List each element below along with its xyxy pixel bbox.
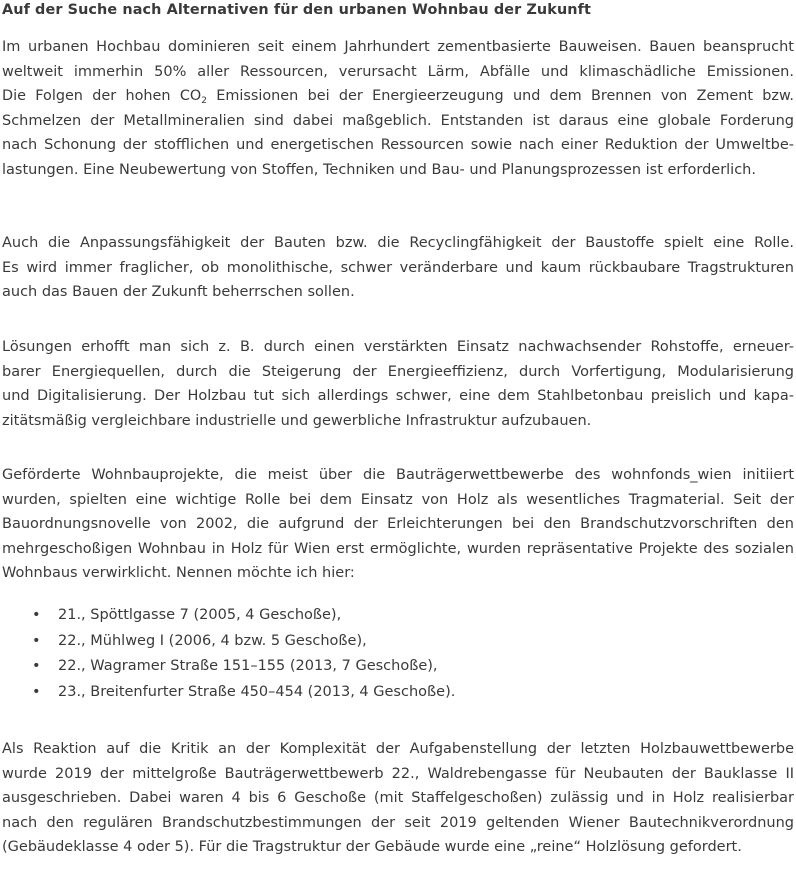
paragraph-5-line-4: nach den regulären Brandschutzbestimmungen der seit 2019 geltenden Wiener Bautechnikverordnung (2, 814, 794, 831)
bullet-icon: • (32, 632, 41, 649)
bullet-icon: • (32, 658, 41, 674)
paragraph-3 (2, 335, 794, 433)
bullet-icon: • (32, 683, 41, 700)
paragraph-5 (2, 737, 794, 860)
paragraph-4 (2, 463, 794, 586)
paragraph-1-line-6: lastungen. Eine Neubewertung von Stoffen, Techniken und Bau- und Planungsprozessen ist erforderlich. (2, 161, 756, 178)
co2-text: Die Folgen der hohen CO (2, 88, 202, 104)
bullet-icon: • (32, 607, 41, 623)
project-list (0, 603, 455, 705)
list-item-text: 23., Breitenfurter Straße 450–454 (2013, 4 Geschoße). (58, 683, 456, 700)
list-item (0, 654, 455, 680)
list-item-text: 22., Mühlweg I (2006, 4 bzw. 5 Geschoße), (58, 632, 367, 649)
paragraph-5-line-2: wurde 2019 der mittelgroße Bauträgerwettbewerb 22., Waldrebengasse für Neubauten der Bauklasse II (2, 765, 794, 782)
list-item-text: 21., Spöttlgasse 7 (2005, 4 Geschoße), (58, 607, 342, 623)
paragraph-2-line-1: Auch die Anpassungsfähigkeit der Bauten bzw. die Recyclingfähigkeit der Baustoffe spielt eine Rolle. (2, 235, 794, 251)
paragraph-3-line-4: zitätsmäßig vergleichbare industrielle und gewerbliche Infrastruktur aufzubauen. (2, 412, 592, 429)
paragraph-5-line-3: ausgeschrieben. Dabei waren 4 bis 6 Geschoße (mit Staffelgeschoßen) zulässig und in Holz realisierbar (2, 790, 794, 806)
co2-subscript: 2 (201, 96, 207, 106)
paragraph-5-line-1: Als Reaktion auf die Kritik an der Komplexität der Aufgabenstellung der letzten Holzbauwettbewerbe (2, 741, 794, 757)
paragraph-2-line-3: auch das Bauen der Zukunft beherrschen sollen. (2, 284, 355, 300)
paragraph-3-line-3: und Digitalisierung. Der Holzbau tut sich allerdings schwer, eine dem Stahlbetonbau preislich und kapa- (2, 388, 794, 404)
paragraph-1-line-2: weltweit immerhin 50% aller Ressourcen, verursacht Lärm, Abfälle und klimaschädliche Emissionen. (2, 63, 794, 80)
list-item (0, 680, 455, 706)
paragraph-2 (2, 231, 794, 305)
paragraph-2-line-2: Es wird immer fraglicher, ob monolithische, schwer veränderbare und kaum rückbaubare Tragstrukturen (2, 259, 794, 276)
paragraph-1-line-3-rest: Emissionen bei der Energieerzeugung und dem Brennen von Zement bzw. (206, 88, 794, 104)
paragraph-4-line-4: mehrgeschoßigen Wohnbau in Holz für Wien erst ermöglichte, wurden repräsentative Projekte des sozialen (2, 540, 794, 557)
paragraph-4-line-5: Wohnbaus verwirklicht. Nennen möchte ich hier: (2, 565, 355, 581)
list-item (0, 603, 455, 629)
paragraph-1-line-4: Schmelzen der Metallmineralien sind dabei maßgeblich. Entstanden ist daraus eine globale Forderung (2, 112, 794, 129)
list-item-text: 22., Wagramer Straße 151–155 (2013, 7 Geschoße), (58, 658, 438, 674)
paragraph-1 (2, 35, 794, 182)
list-item (0, 629, 455, 655)
paragraph-1-line-1: Im urbanen Hochbau dominieren seit einem Jahrhundert zementbasierte Bauweisen. Bauen beansprucht (2, 39, 794, 55)
paragraph-4-line-3: Bauordnungsnovelle von 2002, die aufgrund der Erleichterungen bei den Brandschutzvorschriften den (2, 516, 794, 532)
paragraph-1-line-3 (2, 84, 794, 109)
paragraph-3-line-2: barer Energiequellen, durch die Steigerung der Energieeffizienz, durch Vorfertigung, Modularisierung (2, 363, 794, 380)
paragraph-4-line-2: wurden, spielten eine wichtige Rolle bei dem Einsatz von Holz als wesentliches Tragmaterial. Seit der (2, 491, 794, 508)
paragraph-1-line-5: nach Schonung der stofflichen und energetischen Ressourcen sowie nach einer Reduktion der Umweltbe- (2, 137, 794, 153)
paragraph-3-line-1: Lösungen erhofft man sich z. B. durch einen verstärkten Einsatz nachwachsender Rohstoffe, erneuer- (2, 339, 794, 355)
paragraph-4-line-1: Geförderte Wohnbauprojekte, die meist über die Bauträgerwettbewerbe des wohnfonds_wien initiiert (2, 467, 794, 483)
paragraph-5-line-5: (Gebäudeklasse 4 oder 5). Für die Tragstruktur der Gebäude wurde eine „reine“ Holzlösung gefordert. (2, 839, 742, 855)
article-title: Auf der Suche nach Alternativen für den urbanen Wohnbau der Zukunft (2, 2, 591, 18)
